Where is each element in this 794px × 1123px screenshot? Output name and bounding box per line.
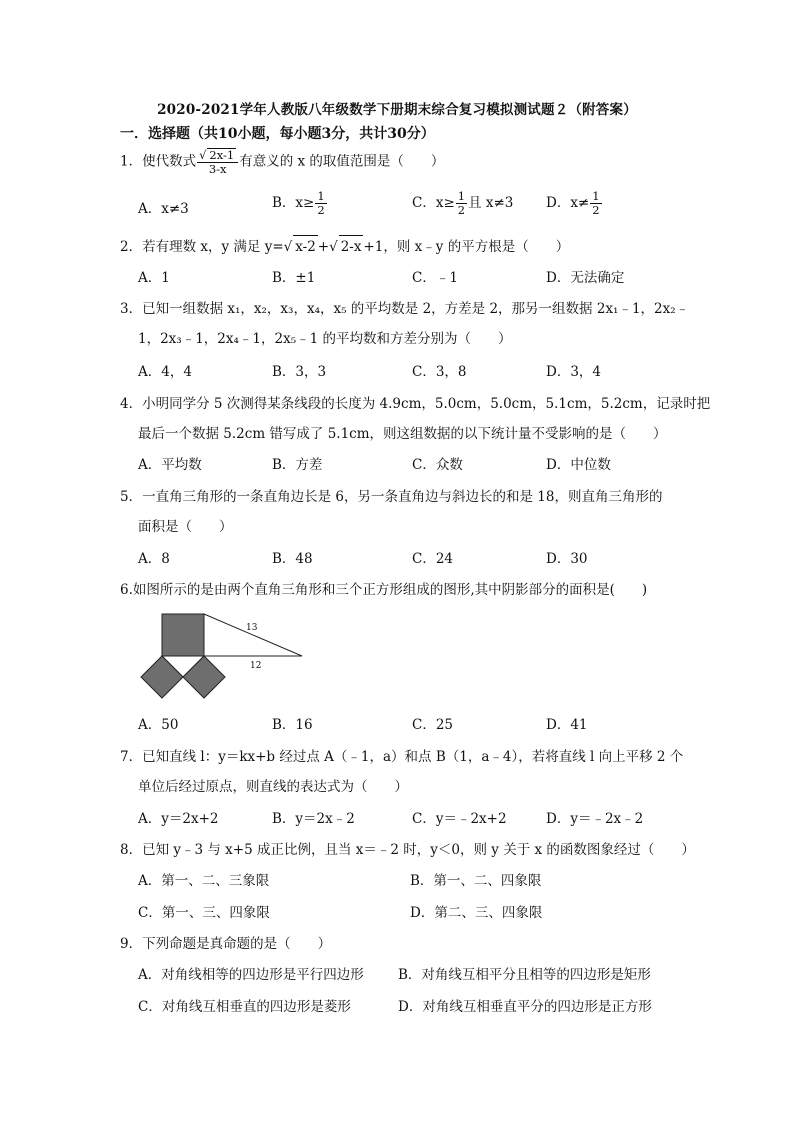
figure-label-base: 12: [250, 661, 262, 671]
question-1-option-c: C．x≥ $\frac{1}{2}$ 且 x≠3: [412, 189, 514, 217]
question-9-option-c: C．对角线互相垂直的四边形是菱形: [138, 999, 351, 1015]
question-1-options: [138, 189, 698, 220]
question-2-option-a: A．1: [138, 270, 170, 286]
question-5: 5．一直角三角形的一条直角边长是 6，另一条直角边与斜边长的和是 18，则直角三角形的: [120, 489, 663, 505]
question-9-option-a: A．对角线相等的四边形是平行四边形: [138, 967, 364, 983]
question-2-radical-1: x-2: [293, 235, 318, 258]
question-2-options: [138, 267, 698, 289]
question-3-options: [138, 361, 698, 383]
question-4-continued: 最后一个数据 5.2cm 错写成了 5.1cm，则这组数据的以下统计量不受影响的是（ ）: [138, 426, 667, 442]
question-1-option-d: D．x≠ $\frac{1}{2}$: [546, 189, 600, 217]
question-8-options-row-2: [138, 902, 698, 924]
question-7-options: [138, 808, 698, 830]
figure-label-hypotenuse: 13: [246, 623, 258, 633]
question-5-option-a: A．8: [138, 551, 170, 567]
question-8-option-a: A．第一、二、三象限: [138, 873, 270, 889]
question-7-option-c: C．y＝﹣2x+2: [412, 811, 507, 827]
question-8-option-c: C．第一、三、四象限: [138, 905, 270, 921]
question-3-option-b: B．3，3: [272, 364, 327, 380]
question-1-option-a: A．x≠3: [138, 201, 189, 217]
question-7-option-b: B．y＝2x﹣2: [272, 811, 355, 827]
question-2: 2．若有理数 x，y 满足 y=√ x-2 +√ 2-x +1，则 x﹣y 的平方根是（ ）: [120, 235, 680, 258]
question-4-option-c: C．众数: [412, 457, 463, 473]
question-3-option-d: D．3，4: [546, 364, 602, 380]
question-1-denominator: 3-x: [208, 162, 227, 176]
question-6-figure: [138, 608, 308, 704]
question-7-continued: 单位后经过原点，则直线的表达式为（ ）: [138, 779, 408, 795]
question-8-options-row-1: [138, 870, 698, 892]
question-7: 7．已知直线 l：y＝kx+b 经过点 A（﹣1，a）和点 B（1，a﹣4），若将直线 l 向上平移 2 个: [120, 749, 684, 765]
question-9-option-b: B．对角线互相平分且相等的四边形是矩形: [398, 967, 651, 983]
figure-square-left: [141, 656, 183, 698]
question-6-option-d: D．41: [546, 717, 588, 733]
question-8-option-d: D．第二、三、四象限: [410, 905, 543, 921]
question-5-option-d: D．30: [546, 551, 588, 567]
question-4-option-d: D．中位数: [546, 457, 611, 473]
question-4-options: [138, 454, 698, 476]
question-5-option-b: B．48: [272, 551, 313, 567]
question-4: 4．小明同学分 5 次测得某条线段的长度为 4.9cm，5.0cm，5.0cm，5.1cm，5.2cm，记录时把: [120, 396, 711, 412]
question-2-option-b: B．±1: [272, 270, 316, 286]
question-9-option-d: D．对角线互相垂直平分的四边形是正方形: [398, 999, 652, 1015]
question-2-radical-2: 2-x: [339, 235, 364, 258]
question-1: [120, 148, 680, 176]
question-3-option-c: C．3，8: [412, 364, 467, 380]
question-1-prefix: 1．使代数式: [120, 153, 197, 170]
question-1-option-b: B．x≥ $\frac{1}{2}$: [272, 189, 325, 217]
question-3: 3．已知一组数据 x₁，x₂，x₃，x₄，x₅ 的平均数是 2，方差是 2，那另一组数据 2x₁﹣1，2x₂﹣: [120, 301, 690, 317]
question-6-option-c: C．25: [412, 717, 454, 733]
question-8: 8．已知 y﹣3 与 x+5 成正比例，且当 x＝﹣2 时，y＜0，则 y 关于 x 的函数图象经过（ ）: [120, 842, 695, 858]
question-5-options: [138, 548, 698, 570]
question-4-option-b: B．方差: [272, 457, 323, 473]
question-5-continued: 面积是（ ）: [138, 519, 233, 535]
question-6-option-b: B．16: [272, 717, 313, 733]
question-2-option-d: D．无法确定: [546, 270, 625, 286]
question-3-continued: 1，2x₃﹣1，2x₄﹣1，2x₅﹣1 的平均数和方差分别为（ ）: [138, 331, 512, 347]
question-1-suffix: 有意义的 x 的取值范围是（ ）: [239, 153, 445, 170]
question-6-option-a: A．50: [138, 717, 179, 733]
question-2-option-c: C．﹣1: [412, 270, 458, 286]
question-3-option-a: A．4，4: [138, 364, 192, 380]
question-9-options-row-2: [138, 996, 698, 1018]
question-6-options: [138, 714, 698, 736]
question-7-option-d: D．y＝﹣2x﹣2: [546, 811, 644, 827]
question-4-option-a: A．平均数: [138, 457, 202, 473]
question-1-fraction: $\frac{√ 2x-1}{3-x}$: [197, 148, 238, 176]
question-1-numerator: 2x-1: [209, 148, 235, 162]
figure-square-top: [162, 614, 204, 656]
question-7-option-a: A．y＝2x+2: [138, 811, 219, 827]
document-title: 2020-2021学年人教版八年级数学下册期末综合复习模拟测试题２（附答案）: [157, 102, 637, 118]
question-9-options-row-1: [138, 964, 698, 986]
question-5-option-c: C．24: [412, 551, 454, 567]
section-heading: 一．选择题（共10小题，每小题3分，共计30分）: [120, 126, 435, 142]
question-9: 9．下列命题是真命题的是（ ）: [120, 936, 332, 952]
figure-square-right: [183, 656, 225, 698]
question-6: 6.如图所示的是由两个直角三角形和三个正方形组成的图形,其中阴影部分的面积是( ): [120, 582, 648, 598]
question-8-option-b: B．第一、二、四象限: [410, 873, 542, 889]
figure-large-triangle: [204, 614, 302, 656]
